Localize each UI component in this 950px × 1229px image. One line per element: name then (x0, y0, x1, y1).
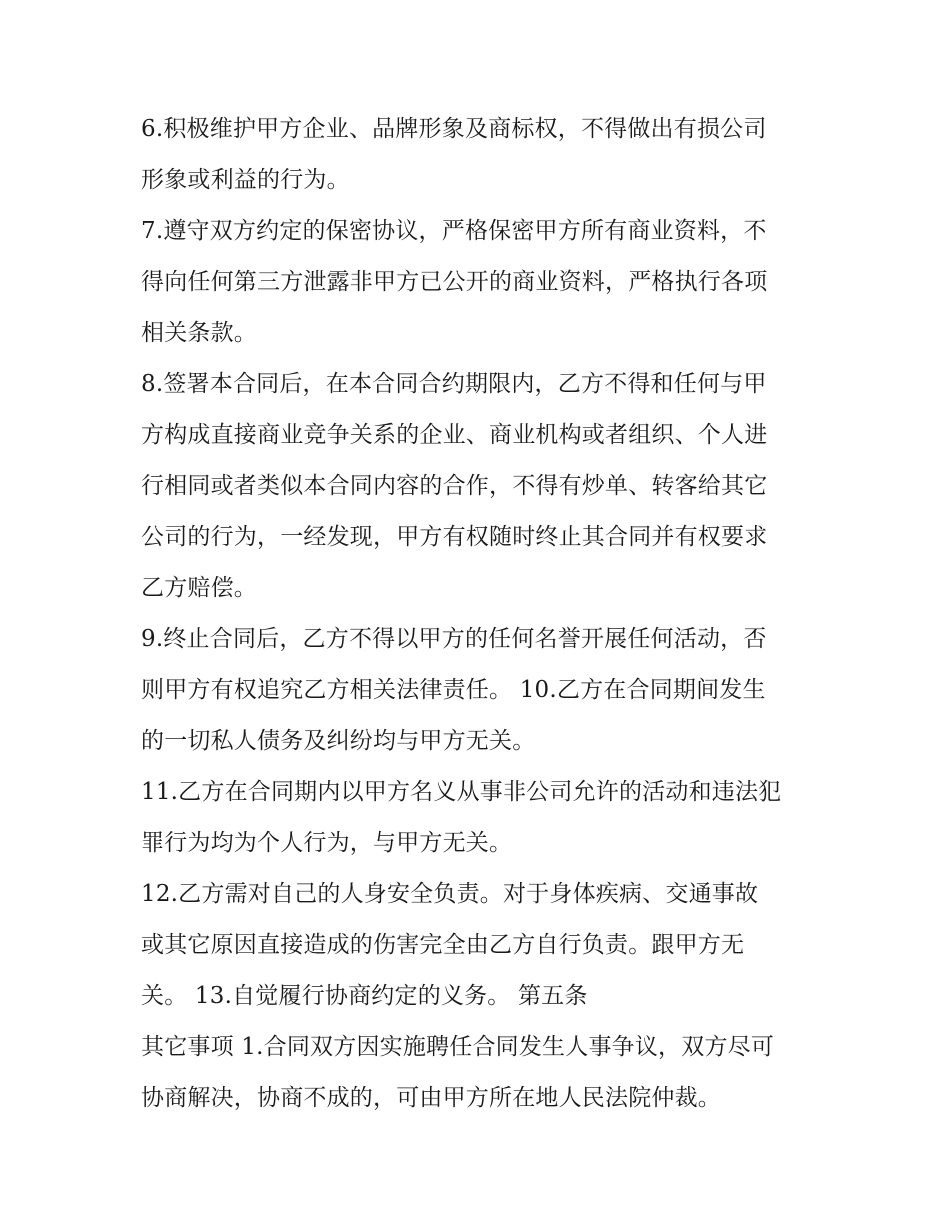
contract-text-body (141, 104, 821, 1124)
text-line: 形象或利益的行为。 (141, 167, 350, 193)
text-line: 12.乙方需对自己的人身安全负责。对于身体疾病、交通事故 (141, 881, 759, 907)
text-line: 罪行为均为个人行为，与甲方无关。 (141, 830, 513, 856)
text-line: 相关条款。 (141, 320, 257, 346)
text-line: 或其它原因直接造成的伤害完全由乙方自行负责。跟甲方无 (141, 932, 745, 958)
text-line: 关。 13.自觉履行协商约定的义务。 第五条 (141, 983, 588, 1009)
text-line: 7.遵守双方约定的保密协议，严格保密甲方所有商业资料，不 (141, 218, 767, 244)
text-line: 方构成直接商业竞争关系的企业、商业机构或者组织、个人进 (141, 422, 768, 448)
text-line: 公司的行为，一经发现，甲方有权随时终止其合同并有权要求 (141, 524, 768, 550)
text-line: 6.积极维护甲方企业、品牌形象及商标权，不得做出有损公司 (141, 116, 767, 142)
text-line: 11.乙方在合同期内以甲方名义从事非公司允许的活动和违法犯 (141, 779, 782, 805)
text-line: 协商解决，协商不成的，可由甲方所在地人民法院仲裁。 (141, 1085, 721, 1111)
text-line: 的一切私人债务及纠纷均与甲方无关。 (141, 728, 536, 754)
text-line: 则甲方有权追究乙方相关法律责任。 10.乙方在合同期间发生 (141, 677, 766, 703)
text-line: 其它事项 1.合同双方因实施聘任合同发生人事争议，双方尽可 (141, 1034, 775, 1060)
text-line: 乙方赔偿。 (141, 575, 257, 601)
text-line: 得向任何第三方泄露非甲方已公开的商业资料，严格执行各项 (141, 269, 768, 295)
text-line: 9.终止合同后，乙方不得以甲方的任何名誉开展任何活动，否 (141, 626, 767, 652)
text-line: 8.签署本合同后，在本合同合约期限内，乙方不得和任何与甲 (141, 371, 767, 397)
text-line: 行相同或者类似本合同内容的合作，不得有炒单、转客给其它 (141, 473, 768, 499)
